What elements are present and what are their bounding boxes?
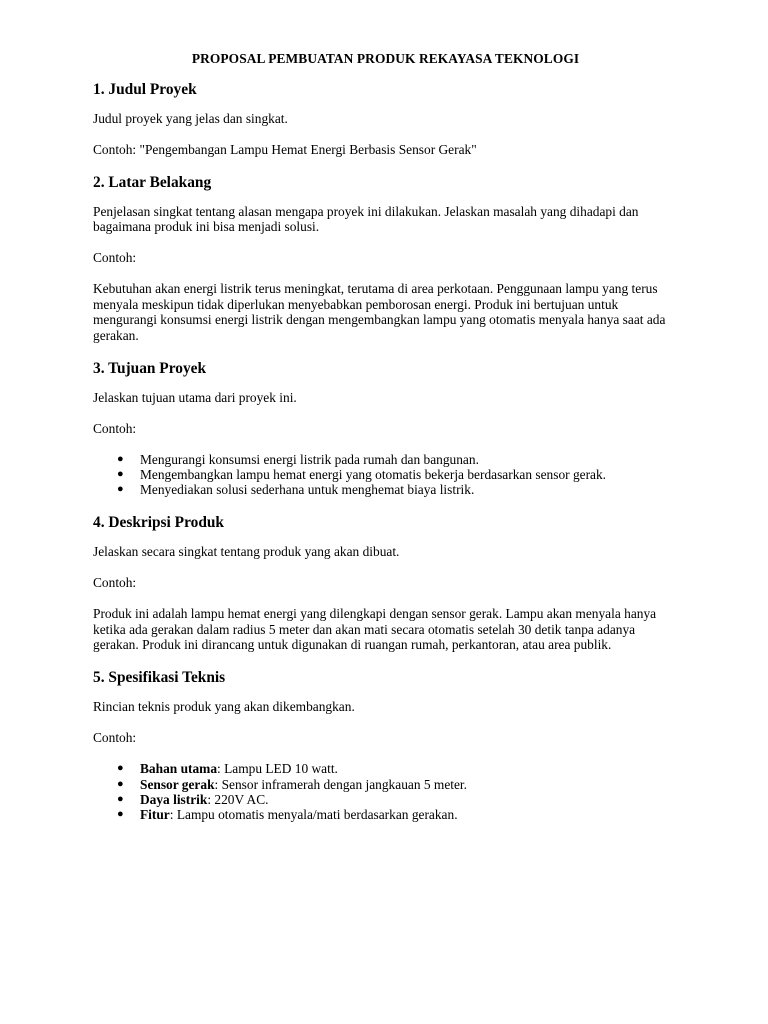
section-example-label-spesifikasi: Contoh:: [93, 730, 137, 746]
bullet-icon: ●: [117, 808, 124, 821]
list-item: [117, 792, 678, 808]
document-title: PROPOSAL PEMBUATAN PRODUK REKAYASA TEKNOLOGI: [191, 51, 580, 66]
list-item: [117, 482, 678, 498]
spec-term: Daya listrik: [140, 792, 208, 808]
section-intro-judul: Judul proyek yang jelas dan singkat.: [93, 111, 288, 126]
document-page: [93, 50, 678, 838]
spec-desc: : Lampu otomatis menyala/mati berdasarkan gerakan.: [169, 807, 458, 823]
section-example-judul: Contoh: "Pengembangan Lampu Hemat Energi Berbasis Sensor Gerak": [93, 142, 477, 157]
list-item: [117, 776, 678, 792]
bullet-icon: ●: [117, 793, 124, 806]
section-spesifikasi-teknis: [93, 668, 678, 823]
section-example-label-deskripsi: Contoh:: [93, 575, 137, 591]
section-heading-latar: 2. Latar Belakang: [93, 174, 212, 191]
spec-desc: : 220V AC.: [207, 792, 269, 808]
spec-term: Sensor gerak: [140, 776, 215, 792]
tujuan-list: [93, 452, 678, 498]
section-judul-proyek: [93, 80, 678, 157]
bullet-icon: ●: [117, 452, 124, 465]
section-example-text-deskripsi: Produk ini adalah lampu hemat energi yang dilengkapi dengan sensor gerak. Lampu akan menyala hanya ketika ada gerakan dalam radius 5 meter dan akan mati secara otomatis setelah 30 detik tanpa adanya gerakan. Produk ini dirancang untuk digunakan di ruangan rumah, perkantoran, atau area publik.: [93, 606, 657, 653]
spec-desc: : Lampu LED 10 watt.: [217, 761, 338, 777]
section-deskripsi-produk: [93, 513, 678, 652]
list-item-text: Menyediakan solusi sederhana untuk menghemat biaya listrik.: [140, 482, 475, 498]
list-item-text: Mengurangi konsumsi energi listrik pada rumah dan bangunan.: [140, 451, 479, 467]
section-heading-spesifikasi: 5. Spesifikasi Teknis: [93, 669, 226, 687]
section-heading-deskripsi: 4. Deskripsi Produk: [93, 514, 224, 532]
section-example-text-latar: Kebutuhan akan energi listrik terus meningkat, terutama di area perkotaan. Penggunaan lampu yang terus menyala meskipun tidak diperlukan menyebabkan pemborosan energi. Produk ini bertujuan untuk mengurangi konsumsi energi listrik dengan mengembangkan lampu yang otomatis menyala hanya saat ada gerakan.: [93, 281, 666, 343]
section-example-label-latar: Contoh:: [93, 250, 137, 266]
section-intro-spesifikasi: Rincian teknis produk yang akan dikembangkan.: [93, 699, 355, 715]
section-intro-deskripsi: Jelaskan secara singkat tentang produk yang akan dibuat.: [93, 544, 400, 560]
spec-term: Bahan utama: [140, 761, 218, 777]
section-tujuan-proyek: [93, 359, 678, 498]
bullet-icon: ●: [117, 762, 124, 775]
bullet-icon: ●: [117, 468, 124, 481]
list-item: [117, 467, 678, 483]
section-intro-tujuan: Jelaskan tujuan utama dari proyek ini.: [93, 389, 297, 405]
list-item: [117, 807, 678, 823]
list-item: [117, 761, 678, 777]
bullet-icon: ●: [117, 483, 124, 496]
section-heading-judul: 1. Judul Proyek: [93, 81, 197, 98]
section-heading-tujuan: 3. Tujuan Proyek: [93, 359, 207, 377]
bullet-icon: ●: [117, 777, 124, 790]
section-intro-latar: Penjelasan singkat tentang alasan mengapa proyek ini dilakukan. Jelaskan masalah yang dihadapi dan bagaimana produk ini bisa menjadi solusi.: [93, 204, 639, 235]
section-example-label-tujuan: Contoh:: [93, 420, 137, 436]
list-item-text: Mengembangkan lampu hemat energi yang otomatis bekerja berdasarkan sensor gerak.: [140, 467, 607, 483]
list-item: [117, 451, 678, 467]
spesifikasi-list: [93, 761, 678, 823]
spec-desc: : Sensor inframerah dengan jangkauan 5 meter.: [214, 776, 468, 792]
section-latar-belakang: [93, 173, 678, 343]
spec-term: Fitur: [140, 807, 170, 823]
